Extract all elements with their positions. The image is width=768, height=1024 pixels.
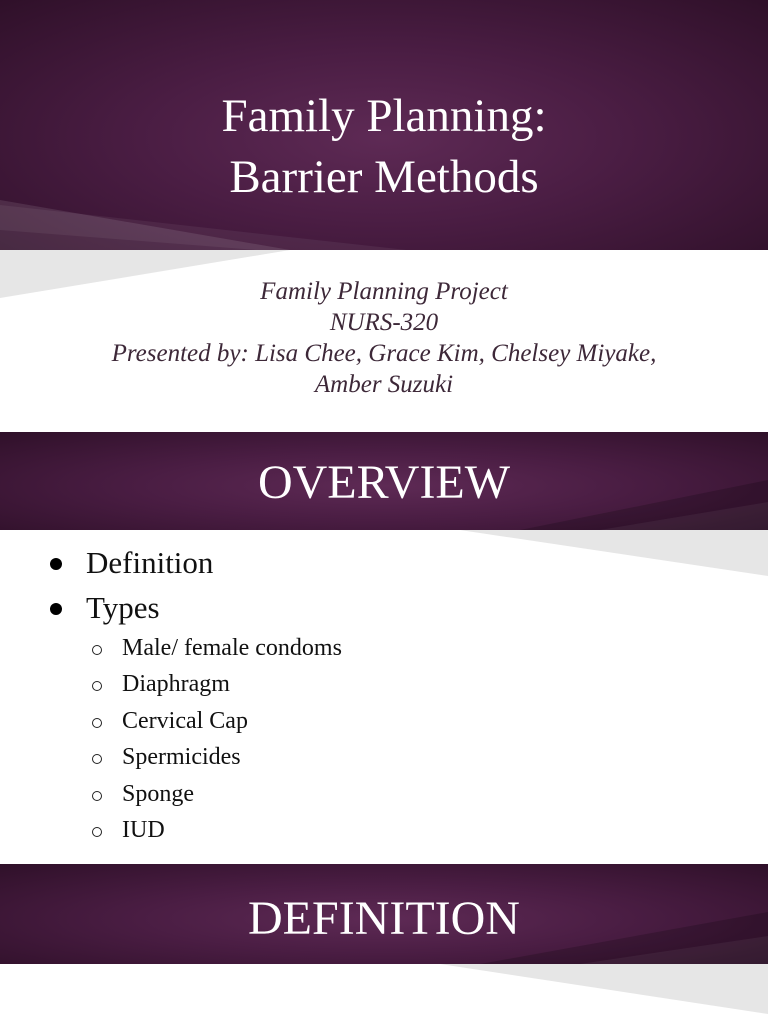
bullet-ring-icon bbox=[92, 681, 102, 691]
bullet-ring-icon bbox=[92, 718, 102, 728]
sub-list-item-text: Male/ female condoms bbox=[122, 635, 342, 661]
slide-overview bbox=[0, 432, 768, 864]
overview-heading: OVERVIEW bbox=[257, 456, 511, 509]
overview-list bbox=[50, 540, 342, 848]
sub-list-item-text: Cervical Cap bbox=[122, 707, 248, 734]
list-item bbox=[50, 585, 342, 630]
slide-title-heading bbox=[0, 86, 768, 208]
definition-heading: DEFINITION bbox=[248, 892, 520, 945]
sub-list-item bbox=[50, 630, 342, 666]
list-item bbox=[50, 540, 342, 585]
slide-definition bbox=[0, 864, 768, 1024]
sub-list-item-text: Diaphragm bbox=[122, 671, 230, 698]
subtitle-line-1: Family Planning Project bbox=[260, 278, 508, 305]
sub-list-item bbox=[50, 666, 342, 702]
slide-subtitle bbox=[0, 276, 768, 400]
bullet-dot-icon bbox=[50, 558, 62, 570]
bullet-ring-icon bbox=[92, 827, 102, 837]
list-item-text: Definition bbox=[86, 545, 214, 580]
subtitle-line-3: Presented by: Lisa Chee, Grace Kim, Chelsey Miyake, bbox=[111, 340, 657, 367]
slide-title bbox=[0, 0, 768, 432]
sub-list-item bbox=[50, 812, 342, 848]
subtitle-line-4: Amber Suzuki bbox=[314, 371, 454, 398]
sub-list-item bbox=[50, 776, 342, 812]
bullet-dot-icon bbox=[50, 603, 62, 615]
definition-band bbox=[0, 864, 768, 964]
bullet-ring-icon bbox=[92, 791, 102, 801]
bullet-ring-icon bbox=[92, 754, 102, 764]
title-band bbox=[0, 0, 768, 250]
sub-list-item-text: Sponge bbox=[122, 780, 194, 807]
sub-list-item-text: Spermicides bbox=[122, 744, 241, 771]
sub-list-item-text: IUD bbox=[122, 817, 165, 844]
lower-streak-decoration bbox=[0, 964, 768, 1024]
sub-list-item bbox=[50, 739, 342, 775]
overview-band bbox=[0, 432, 768, 530]
list-item-text: Types bbox=[86, 590, 160, 625]
heading-line-2: Barrier Methods bbox=[229, 151, 539, 203]
heading-line-1: Family Planning: bbox=[221, 90, 547, 142]
subtitle-line-2: NURS-320 bbox=[329, 309, 439, 336]
sub-list-item bbox=[50, 703, 342, 739]
bullet-ring-icon bbox=[92, 645, 102, 655]
